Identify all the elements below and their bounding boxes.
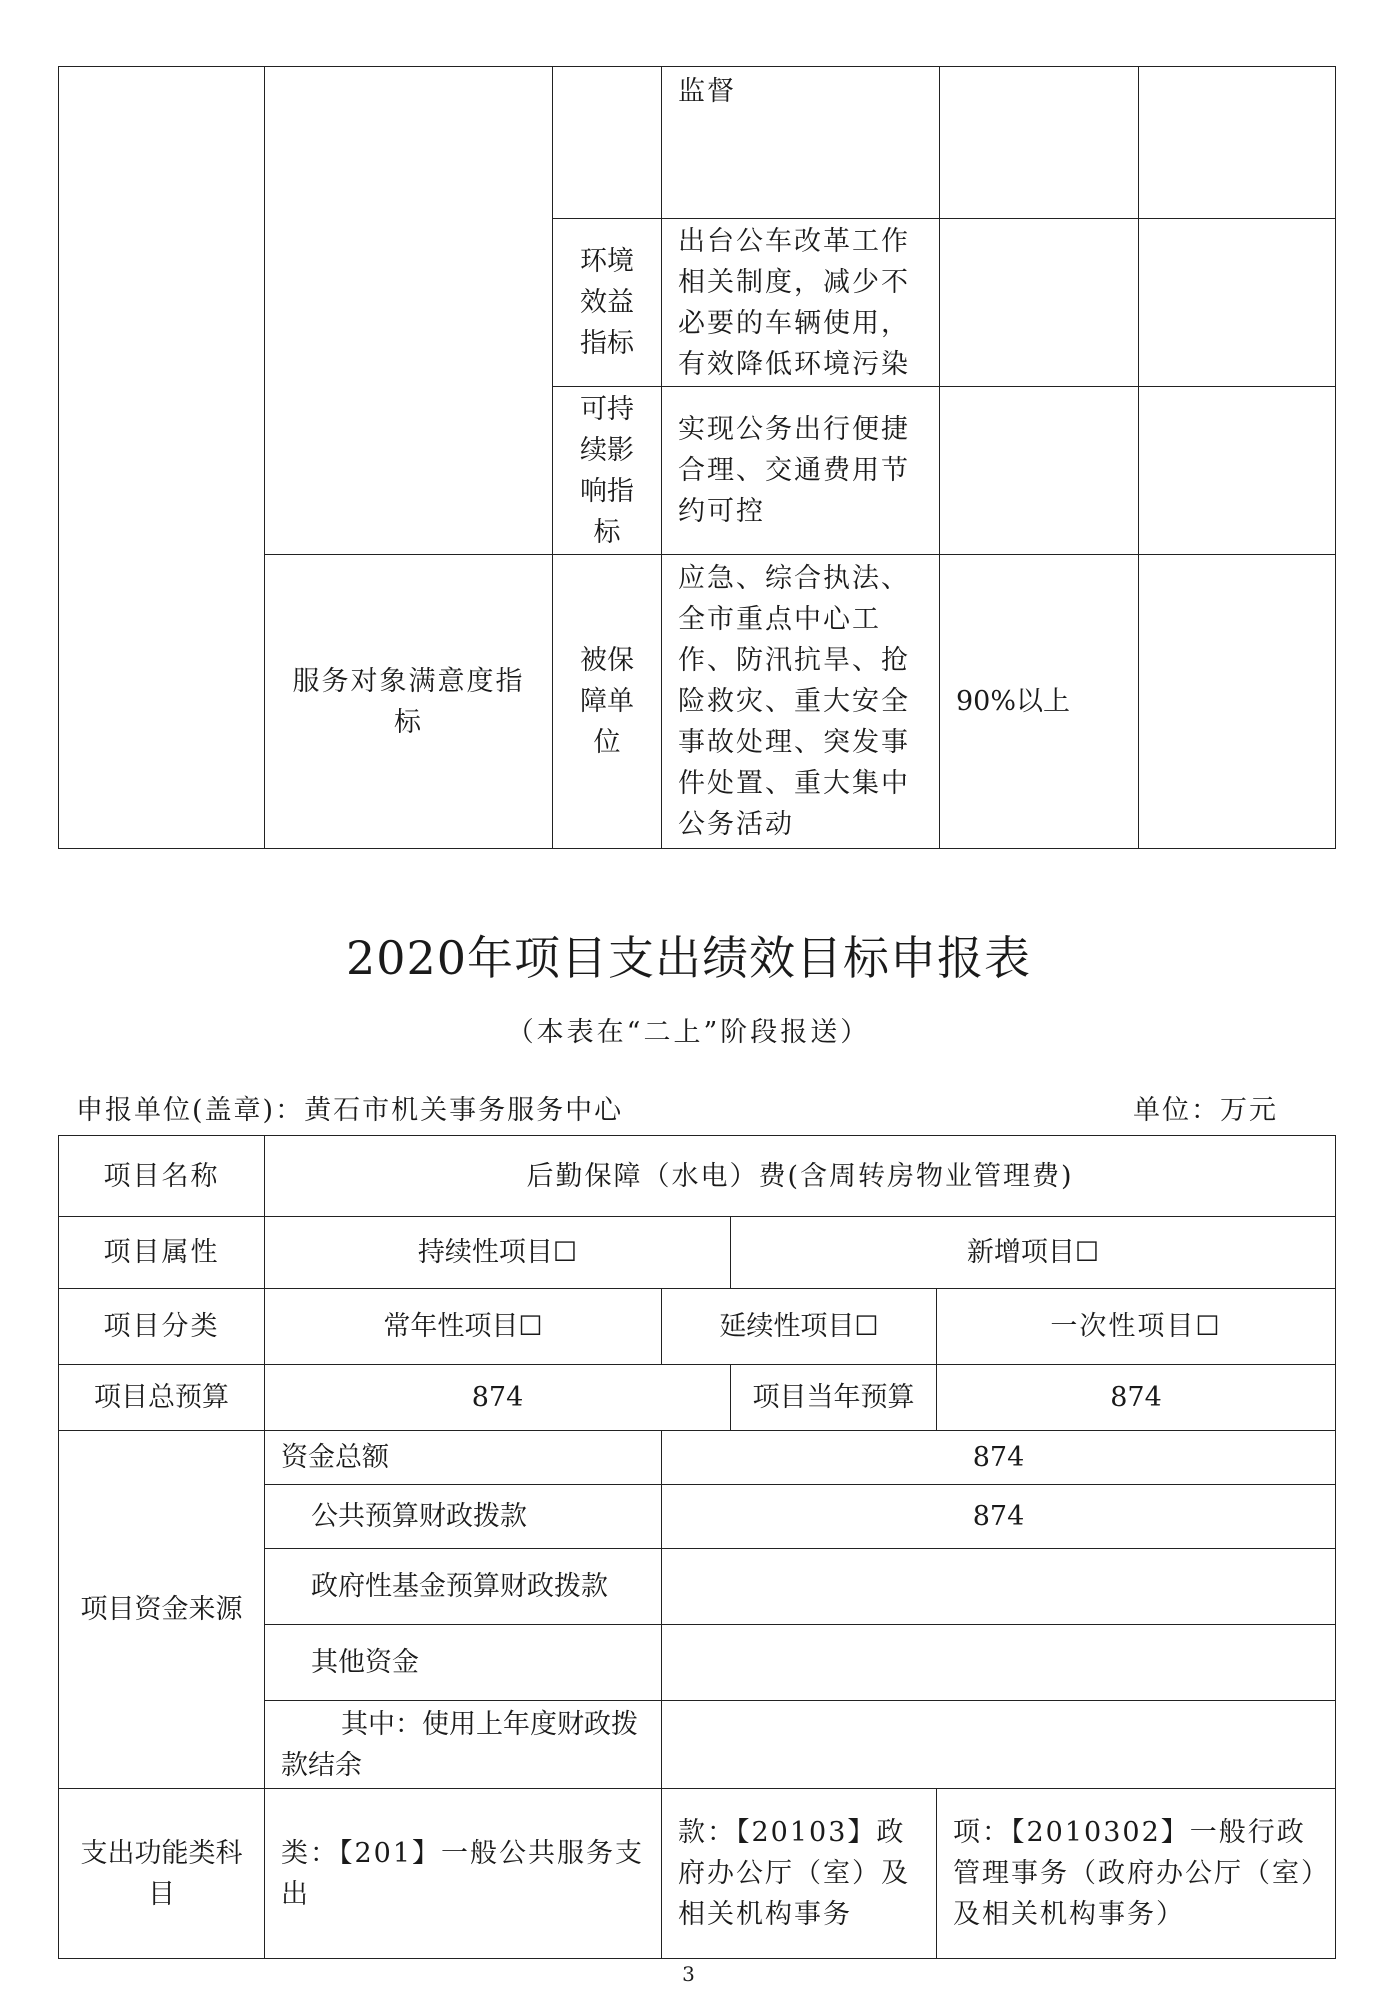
fund-gov-value: [662, 1549, 1336, 1625]
func-item-value: 项：【2010302】一般行政管理事务（政府办公厅（室）及相关机构事务）: [937, 1789, 1336, 1959]
blank-cell: [1139, 387, 1336, 555]
blank-cell: [59, 67, 265, 849]
class-extended-checkbox[interactable]: 延续性项目☐: [662, 1289, 937, 1365]
fund-total-label: 资金总额: [265, 1431, 662, 1485]
blank-cell: [1139, 67, 1336, 219]
project-name-label: 项目名称: [59, 1136, 265, 1217]
blank-cell: [1139, 555, 1336, 849]
func-category-label: 支出功能类科目: [59, 1789, 265, 1959]
form-subtitle: （本表在“二上”阶段报送）: [506, 1017, 871, 1048]
project-class-label: 项目分类: [59, 1289, 265, 1365]
func-section-value: 款：【20103】政府办公厅（室）及相关机构事务: [662, 1789, 937, 1959]
indicator-content: 出台公车改革工作相关制度，减少不必要的车辆使用，有效降低环境污染: [662, 219, 940, 387]
indicator-label: 环境效益指标: [553, 219, 662, 387]
fund-carryover-label: 其中：使用上年度财政拨款结余: [265, 1701, 662, 1789]
indicator-category: 服务对象满意度指标: [265, 555, 553, 849]
fund-carryover-value: [662, 1701, 1336, 1789]
blank-cell: [940, 219, 1139, 387]
funding-source-label: 项目资金来源: [59, 1431, 265, 1789]
fund-total-value: 874: [662, 1431, 1336, 1485]
year-budget-label: 项目当年预算: [731, 1365, 937, 1431]
total-budget-value: 874: [265, 1365, 731, 1431]
project-budget-table: [58, 1135, 1336, 1959]
attr-continuing-checkbox[interactable]: 持续性项目☐: [265, 1217, 731, 1289]
func-class-value: 类：【201】一般公共服务支出: [265, 1789, 662, 1959]
fund-gov-label: 政府性基金预算财政拨款: [265, 1549, 662, 1625]
attr-new-checkbox[interactable]: 新增项目☐: [731, 1217, 1336, 1289]
fund-other-value: [662, 1625, 1336, 1701]
blank-cell: [553, 67, 662, 219]
project-name-value: 后勤保障（水电）费(含周转房物业管理费): [265, 1136, 1336, 1217]
class-regular-checkbox[interactable]: 常年性项目☐: [265, 1289, 662, 1365]
applicant-unit: 申报单位(盖章)：黄石市机关事务服务中心: [76, 1095, 624, 1126]
currency-unit: 单位：万元: [1133, 1095, 1278, 1126]
fund-public-value: 874: [662, 1485, 1336, 1549]
blank-cell: [265, 67, 553, 555]
indicator-value: 90%以上: [940, 555, 1139, 849]
fund-other-label: 其他资金: [265, 1625, 662, 1701]
blank-cell: [940, 67, 1139, 219]
blank-cell: [940, 387, 1139, 555]
indicator-label: 可持续影响指标: [553, 387, 662, 555]
indicator-label: 被保障单位: [553, 555, 662, 849]
indicator-content: 实现公务出行便捷合理、交通费用节约可控: [662, 387, 940, 555]
page-number: 3: [682, 1962, 695, 1986]
form-title: 2020年项目支出绩效目标申报表: [345, 931, 1032, 985]
indicator-content: 应急、综合执法、全市重点中心工作、防汛抗旱、抢险救灾、重大安全事故处理、突发事件处置、重大集中公务活动: [662, 555, 940, 849]
performance-indicator-table: [58, 66, 1336, 849]
indicator-content: 监督: [662, 67, 940, 219]
year-budget-value: 874: [937, 1365, 1336, 1431]
total-budget-label: 项目总预算: [59, 1365, 265, 1431]
class-onetime-checkbox[interactable]: 一次性项目☐: [937, 1289, 1336, 1365]
project-attr-label: 项目属性: [59, 1217, 265, 1289]
blank-cell: [1139, 219, 1336, 387]
fund-public-label: 公共预算财政拨款: [265, 1485, 662, 1549]
